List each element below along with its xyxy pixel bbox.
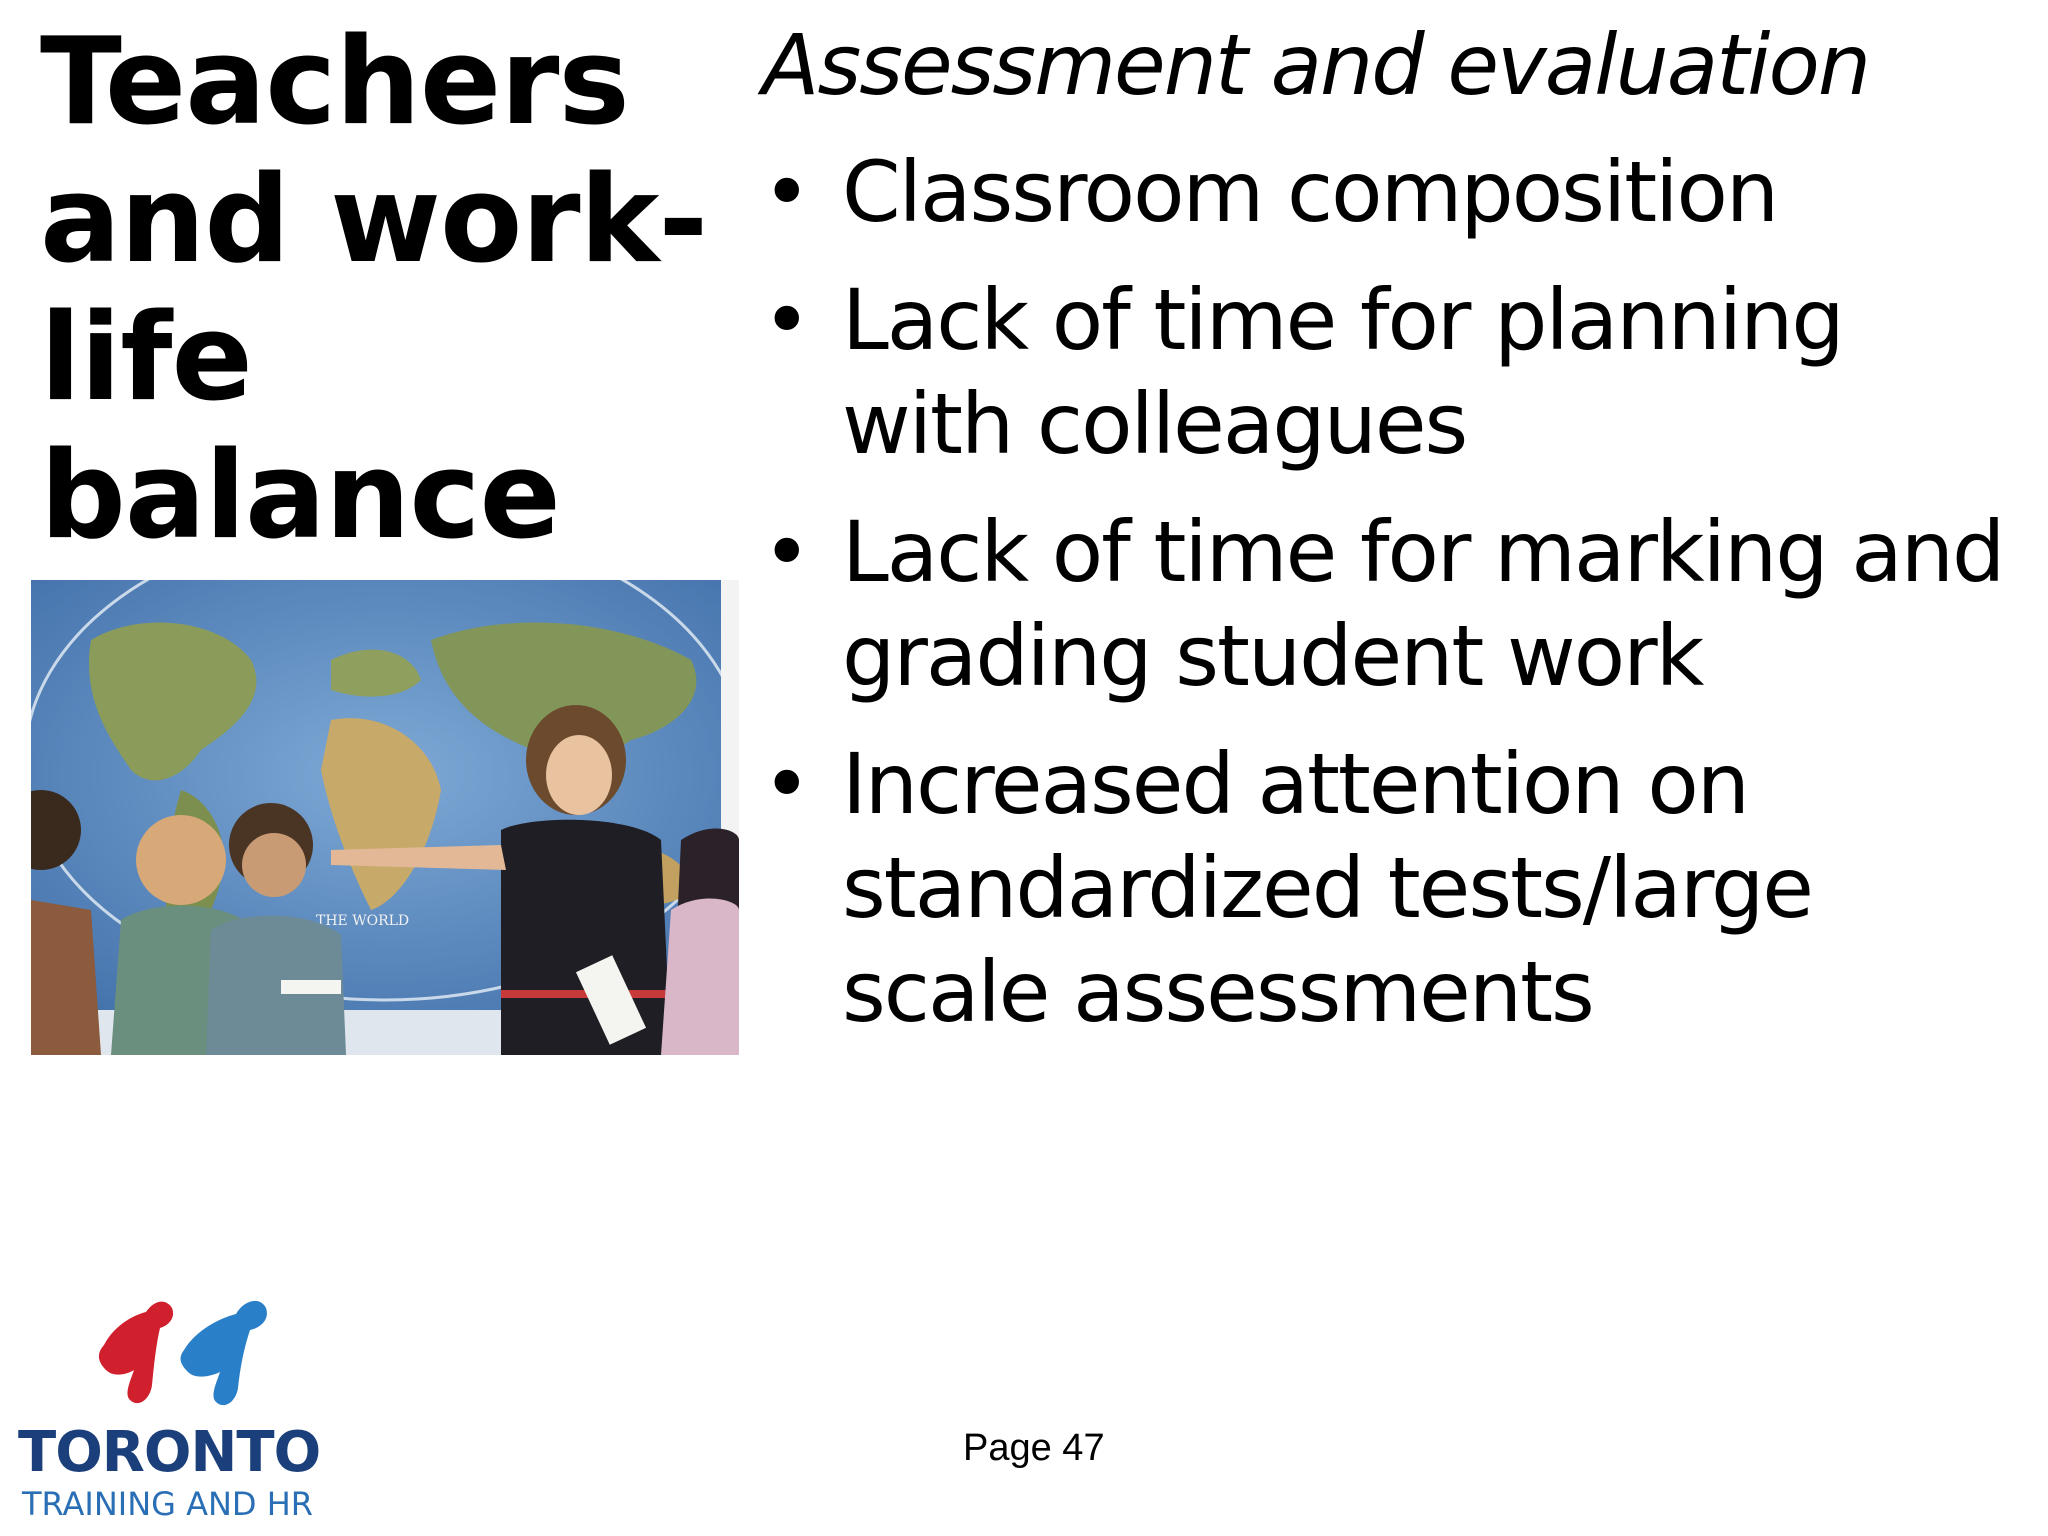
tt-figures-icon: [84, 1290, 284, 1415]
bullet-marker: •: [762, 271, 810, 369]
red-figure-shape: [99, 1302, 173, 1404]
classroom-photo-illustration: [31, 580, 739, 1055]
bullet-text: Lack of time for marking and grading student work: [842, 503, 2004, 705]
logo-tagline: TRAINING AND HR: [22, 1485, 314, 1523]
section-subheading: Assessment and evaluation: [762, 16, 1870, 114]
bullet-marker: •: [762, 503, 810, 601]
bullet-text: Increased attention on standardized tests/large scale assessments: [842, 735, 1812, 1041]
blue-figure-shape: [181, 1301, 267, 1405]
slide-title: Teachers and work- life balance: [40, 13, 708, 566]
bullet-list: [762, 140, 2012, 1068]
bullet-text: Lack of time for planning with colleagues: [842, 271, 1843, 473]
bullet-item: [762, 268, 2012, 476]
logo-wordmark: TORONTO: [18, 1420, 321, 1485]
bullet-marker: •: [762, 143, 810, 241]
map-caption: THE WORLD: [316, 913, 410, 929]
toronto-training-logo: [14, 1290, 321, 1525]
classroom-photo: [31, 580, 739, 1055]
bullet-item: [762, 140, 2012, 244]
bullet-text: Classroom composition: [842, 143, 1778, 241]
bullet-item: [762, 732, 2012, 1044]
page-number: Page 47: [963, 1427, 1105, 1469]
bullet-marker: •: [762, 735, 810, 833]
bullet-item: [762, 500, 2012, 708]
